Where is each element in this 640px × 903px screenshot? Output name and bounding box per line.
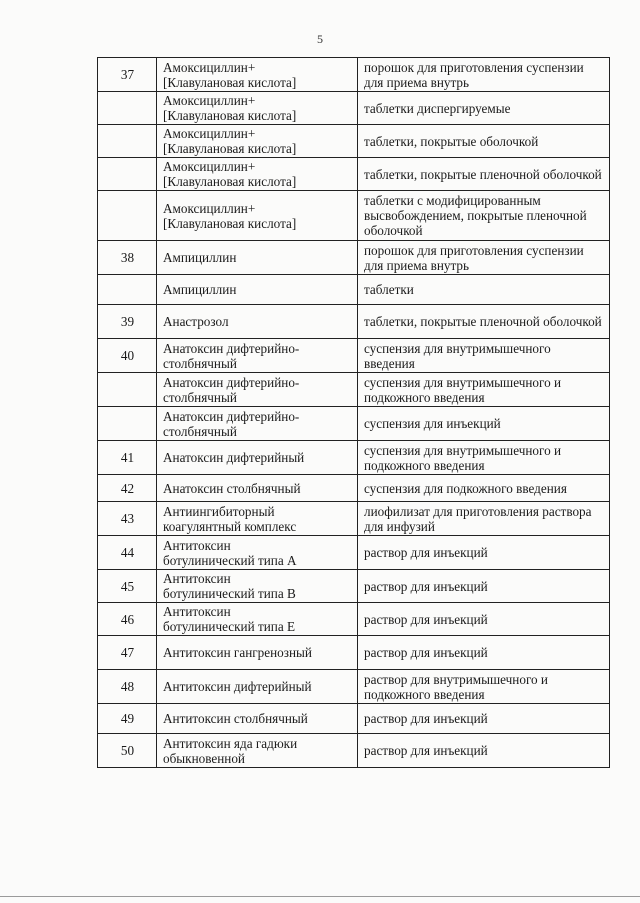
row-number bbox=[98, 275, 157, 305]
dosage-form: таблетки, покрытые пленочной оболочкой bbox=[358, 305, 610, 339]
scan-edge-line bbox=[0, 896, 640, 897]
drug-name: Антитоксин столбнячный bbox=[157, 704, 358, 734]
dosage-form: раствор для внутримышечного и подкожного введения bbox=[358, 670, 610, 704]
table-row bbox=[98, 158, 610, 191]
table-row bbox=[98, 502, 610, 536]
table-row bbox=[98, 441, 610, 475]
dosage-form: порошок для приготовления суспензии для приема внутрь bbox=[358, 241, 610, 275]
drug-name: Анатоксин дифтерийный bbox=[157, 441, 358, 475]
dosage-form: лиофилизат для приготовления раствора для инфузий bbox=[358, 502, 610, 536]
drug-name: Амоксициллин+ [Клавулановая кислота] bbox=[157, 158, 358, 191]
row-number: 38 bbox=[98, 241, 157, 275]
drug-name: Ампициллин bbox=[157, 275, 358, 305]
drug-name: Амоксициллин+ [Клавулановая кислота] bbox=[157, 58, 358, 92]
table-row bbox=[98, 373, 610, 407]
dosage-form: суспензия для подкожного введения bbox=[358, 475, 610, 502]
row-number: 50 bbox=[98, 734, 157, 768]
table-row bbox=[98, 704, 610, 734]
drug-name: Амоксициллин+ [Клавулановая кислота] bbox=[157, 125, 358, 158]
dosage-form: таблетки, покрытые оболочкой bbox=[358, 125, 610, 158]
drug-name: Анатоксин дифтерийно- столбнячный bbox=[157, 339, 358, 373]
row-number: 44 bbox=[98, 536, 157, 570]
drug-name: Антитоксин дифтерийный bbox=[157, 670, 358, 704]
drug-name: Анатоксин столбнячный bbox=[157, 475, 358, 502]
drug-name: Амоксициллин+ [Клавулановая кислота] bbox=[157, 191, 358, 241]
table-row bbox=[98, 58, 610, 92]
table-row bbox=[98, 191, 610, 241]
table-row bbox=[98, 603, 610, 636]
table-row bbox=[98, 241, 610, 275]
row-number bbox=[98, 125, 157, 158]
dosage-form: суспензия для внутримышечного и подкожного введения bbox=[358, 373, 610, 407]
drug-name: Антитоксин яда гадюки обыкновенной bbox=[157, 734, 358, 768]
row-number bbox=[98, 373, 157, 407]
drug-table-body bbox=[98, 58, 610, 768]
dosage-form: суспензия для внутримышечного и подкожного введения bbox=[358, 441, 610, 475]
drug-name: Антитоксин ботулинический типа Е bbox=[157, 603, 358, 636]
drug-name: Антитоксин ботулинический типа В bbox=[157, 570, 358, 603]
dosage-form: раствор для инъекций bbox=[358, 734, 610, 768]
row-number: 42 bbox=[98, 475, 157, 502]
row-number: 43 bbox=[98, 502, 157, 536]
row-number bbox=[98, 92, 157, 125]
row-number: 49 bbox=[98, 704, 157, 734]
table-row bbox=[98, 734, 610, 768]
row-number: 47 bbox=[98, 636, 157, 670]
table-row bbox=[98, 475, 610, 502]
drug-name: Анастрозол bbox=[157, 305, 358, 339]
drug-name: Анатоксин дифтерийно- столбнячный bbox=[157, 407, 358, 441]
drug-name: Антитоксин гангренозный bbox=[157, 636, 358, 670]
table-row bbox=[98, 670, 610, 704]
page-number: 5 bbox=[317, 32, 323, 46]
dosage-form: суспензия для внутримышечного введения bbox=[358, 339, 610, 373]
table-row bbox=[98, 339, 610, 373]
dosage-form: порошок для приготовления суспензии для приема внутрь bbox=[358, 58, 610, 92]
row-number bbox=[98, 191, 157, 241]
row-number: 48 bbox=[98, 670, 157, 704]
dosage-form: таблетки bbox=[358, 275, 610, 305]
table-row bbox=[98, 636, 610, 670]
dosage-form: таблетки с модифицированным высвобождением, покрытые пленочной оболочкой bbox=[358, 191, 610, 241]
table-row bbox=[98, 536, 610, 570]
table-row bbox=[98, 570, 610, 603]
drug-name: Амоксициллин+ [Клавулановая кислота] bbox=[157, 92, 358, 125]
dosage-form: раствор для инъекций bbox=[358, 570, 610, 603]
row-number: 46 bbox=[98, 603, 157, 636]
row-number: 45 bbox=[98, 570, 157, 603]
row-number: 40 bbox=[98, 339, 157, 373]
row-number: 39 bbox=[98, 305, 157, 339]
dosage-form: таблетки, покрытые пленочной оболочкой bbox=[358, 158, 610, 191]
row-number bbox=[98, 407, 157, 441]
table-row bbox=[98, 275, 610, 305]
table-row bbox=[98, 125, 610, 158]
dosage-form: раствор для инъекций bbox=[358, 536, 610, 570]
row-number: 41 bbox=[98, 441, 157, 475]
table-row bbox=[98, 92, 610, 125]
table-row bbox=[98, 305, 610, 339]
dosage-form: раствор для инъекций bbox=[358, 636, 610, 670]
row-number: 37 bbox=[98, 58, 157, 92]
dosage-form: раствор для инъекций bbox=[358, 603, 610, 636]
row-number bbox=[98, 158, 157, 191]
drug-name: Ампициллин bbox=[157, 241, 358, 275]
dosage-form: раствор для инъекций bbox=[358, 704, 610, 734]
dosage-form: таблетки диспергируемые bbox=[358, 92, 610, 125]
table-row bbox=[98, 407, 610, 441]
dosage-form: суспензия для инъекций bbox=[358, 407, 610, 441]
drug-name: Антитоксин ботулинический типа А bbox=[157, 536, 358, 570]
drug-name: Анатоксин дифтерийно- столбнячный bbox=[157, 373, 358, 407]
drug-table bbox=[97, 57, 610, 768]
drug-name: Антиингибиторный коагулянтный комплекс bbox=[157, 502, 358, 536]
